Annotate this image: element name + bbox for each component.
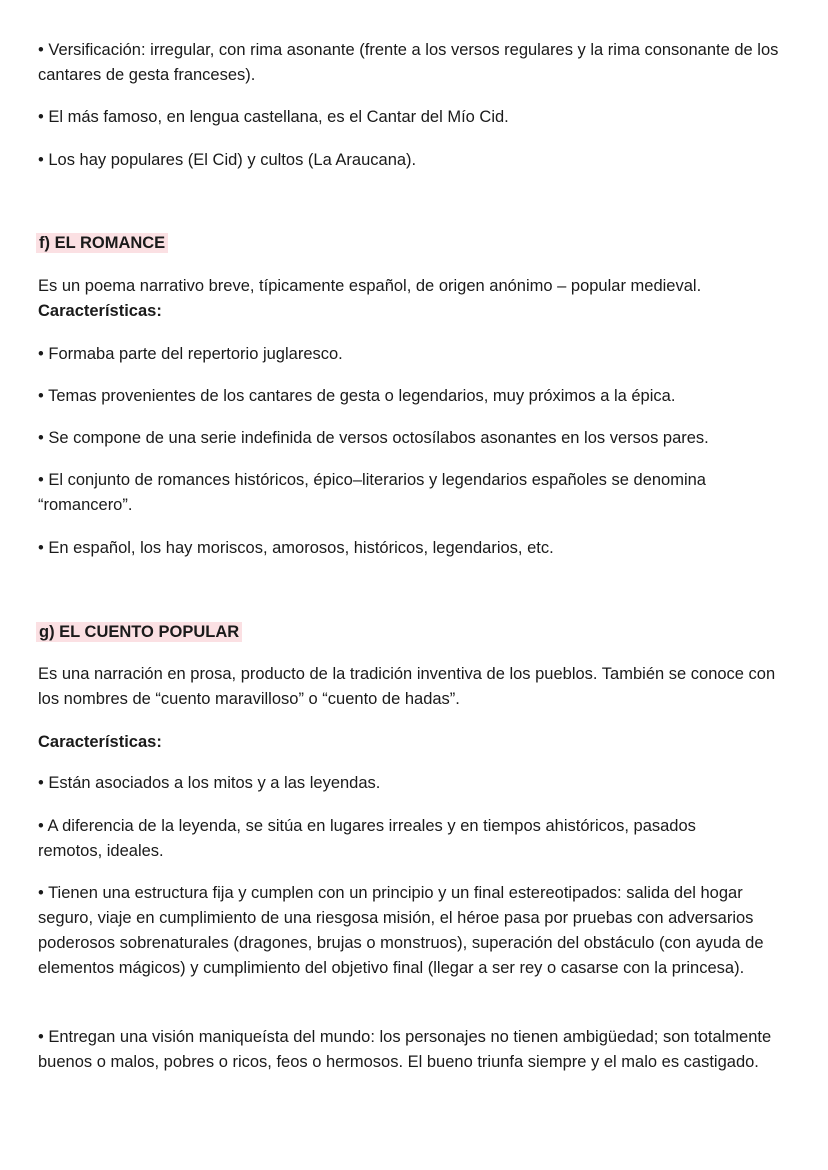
cuento-item: • A diferencia de la leyenda, se sitúa en lugares irreales y en tiempos ahistóricos, pasados remotos, ideales. [38, 817, 696, 860]
cuento-item: • Están asociados a los mitos y a las leyendas. [38, 774, 381, 792]
section-heading-cuento: g) EL CUENTO POPULAR [36, 622, 242, 642]
romance-item: • Se compone de una serie indefinida de versos octosílabos asonantes en los versos pares. [38, 429, 709, 447]
romance-characteristics-label: Características: [38, 302, 162, 320]
cuento-characteristics-label: Características: [38, 733, 162, 751]
romance-item: • Temas provenientes de los cantares de gesta o legendarios, muy próximos a la épica. [38, 387, 676, 405]
romance-item: • En español, los hay moriscos, amorosos, históricos, legendarios, etc. [38, 539, 554, 557]
section-heading-romance: f) EL ROMANCE [36, 233, 168, 253]
romance-item: • El conjunto de romances históricos, épico–literarios y legendarios españoles se denomina “romancero”. [38, 471, 706, 514]
romance-intro: Es un poema narrativo breve, típicamente español, de origen anónimo – popular medieval. [38, 277, 702, 295]
cuento-intro: Es una narración en prosa, producto de la tradición inventiva de los pueblos. También se conoce con los nombres de “cuento maravilloso” o “cuento de hadas”. [38, 665, 776, 708]
cuento-item: • Entregan una visión maniqueísta del mundo: los personajes no tienen ambigüedad; son totalmente buenos o malos, pobres o ricos, feos o hermosos. El bueno triunfa siempre y el malo es castigado. [38, 1028, 772, 1071]
cuento-item: • Tienen una estructura fija y cumplen con un principio y un final estereotipados: salida del hogar seguro, viaje en cumplimiento de una riesgosa misión, el héroe pasa por pruebas con adversarios poderosos sobrenaturales (dragones, brujas o monstruos), superación del obstáculo (con ayuda de elementos mágicos) y cumplimiento del objetivo final (llegar a ser rey o casarse con la princesa). [38, 884, 764, 977]
bullet-famoso: • El más famoso, en lengua castellana, es el Cantar del Mío Cid. [38, 108, 509, 126]
bullet-versificacion: • Versificación: irregular, con rima asonante (frente a los versos regulares y la rima consonante de los cantares de gesta franceses). [38, 41, 779, 84]
romance-item: • Formaba parte del repertorio juglaresco. [38, 345, 343, 363]
bullet-populares: • Los hay populares (El Cid) y cultos (La Araucana). [38, 151, 417, 169]
